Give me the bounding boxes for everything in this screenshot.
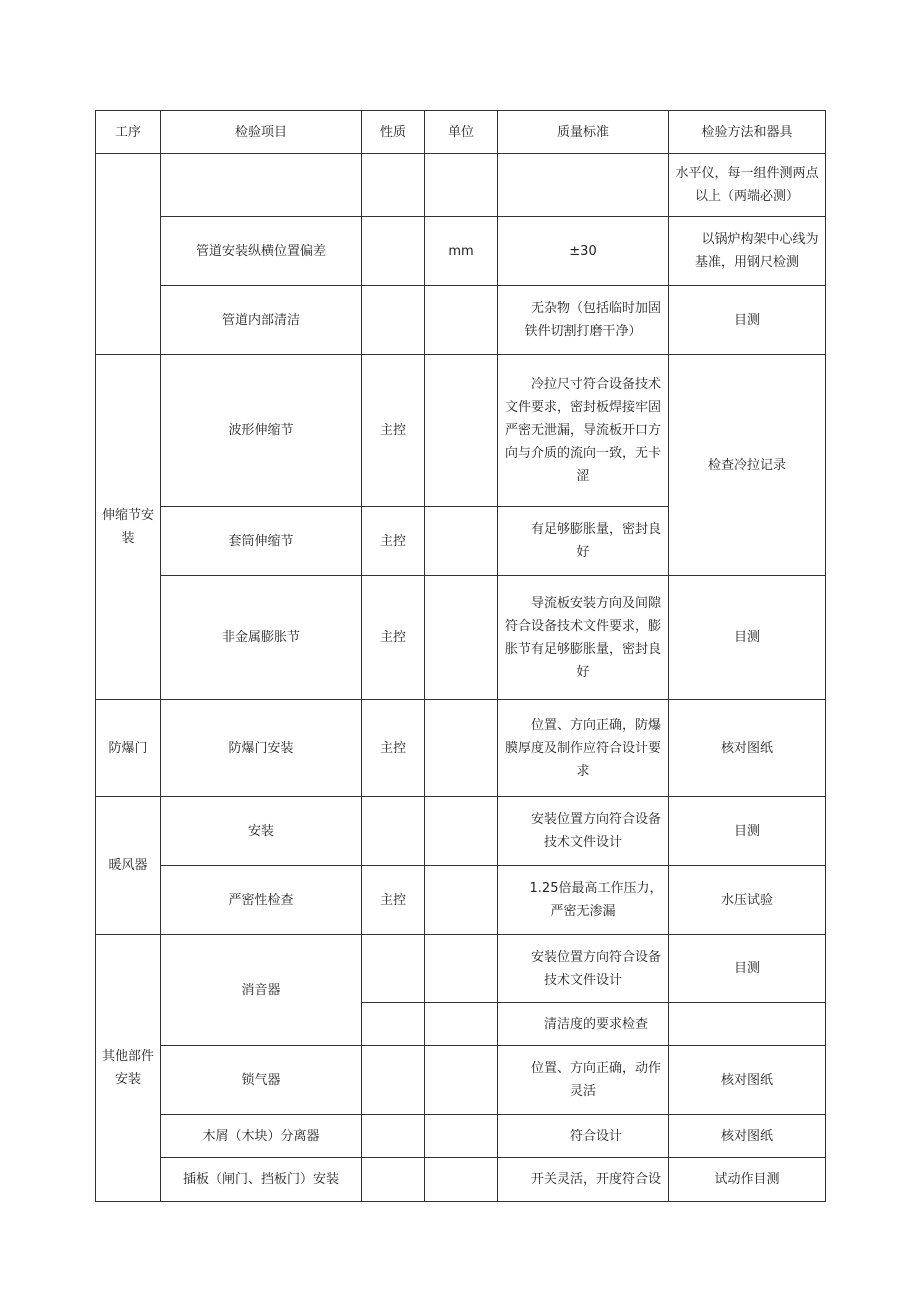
process-cell-heater: 暖风器 — [96, 797, 161, 935]
unit-cell — [425, 154, 498, 217]
unit-cell — [425, 935, 498, 1003]
method-cell: 核对图纸 — [669, 1046, 826, 1115]
unit-cell — [425, 286, 498, 355]
standard-cell: 有足够膨胀量，密封良好 — [498, 507, 669, 576]
unit-cell — [425, 866, 498, 935]
standard-cell: 清洁度的要求检查 — [498, 1003, 669, 1046]
standard-cell: 无杂物（包括临时加固铁件切割打磨干净） — [498, 286, 669, 355]
unit-cell — [425, 507, 498, 576]
item-cell: 木屑（木块）分离器 — [161, 1115, 362, 1158]
table-row — [96, 355, 826, 507]
table-row — [96, 866, 826, 935]
nature-cell: 主控 — [362, 576, 425, 700]
item-cell: 安装 — [161, 797, 362, 866]
method-cell: 目测 — [669, 935, 826, 1003]
process-cell-other: 其他部件安装 — [96, 935, 161, 1202]
method-cell: 目测 — [669, 576, 826, 700]
method-cell: 水压试验 — [669, 866, 826, 935]
header-unit: 单位 — [425, 111, 498, 154]
nature-cell: 主控 — [362, 700, 425, 797]
unit-cell — [425, 1046, 498, 1115]
item-cell: 锁气器 — [161, 1046, 362, 1115]
header-row — [96, 111, 826, 154]
unit-cell — [425, 700, 498, 797]
nature-cell — [362, 217, 425, 286]
table-row — [96, 576, 826, 700]
item-cell: 管道安装纵横位置偏差 — [161, 217, 362, 286]
item-cell: 波形伸缩节 — [161, 355, 362, 507]
unit-cell — [425, 576, 498, 700]
item-cell: 消音器 — [161, 935, 362, 1046]
table-row — [96, 154, 826, 217]
table-row — [96, 1158, 826, 1202]
nature-cell: 主控 — [362, 507, 425, 576]
header-method: 检验方法和器具 — [669, 111, 826, 154]
method-cell: 核对图纸 — [669, 700, 826, 797]
item-cell — [161, 154, 362, 217]
item-cell: 套筒伸缩节 — [161, 507, 362, 576]
header-item: 检验项目 — [161, 111, 362, 154]
unit-cell — [425, 797, 498, 866]
standard-cell: 位置、方向正确，动作灵活 — [498, 1046, 669, 1115]
standard-cell: 冷拉尺寸符合设备技术文件要求，密封板焊接牢固严密无泄漏，导流板开口方向与介质的流向一致，无卡涩 — [498, 355, 669, 507]
method-cell: 目测 — [669, 286, 826, 355]
nature-cell — [362, 154, 425, 217]
standard-cell: ±30 — [498, 217, 669, 286]
table-row — [96, 1115, 826, 1158]
nature-cell: 主控 — [362, 866, 425, 935]
method-cell: 目测 — [669, 797, 826, 866]
unit-cell — [425, 355, 498, 507]
unit-cell — [425, 1003, 498, 1046]
unit-cell: mm — [425, 217, 498, 286]
process-cell-explosion: 防爆门 — [96, 700, 161, 797]
item-cell: 管道内部清洁 — [161, 286, 362, 355]
item-cell: 防爆门安装 — [161, 700, 362, 797]
table-row — [96, 217, 826, 286]
nature-cell — [362, 286, 425, 355]
nature-cell: 主控 — [362, 355, 425, 507]
header-nature: 性质 — [362, 111, 425, 154]
table-row — [96, 935, 826, 1003]
unit-cell — [425, 1158, 498, 1202]
item-cell: 非金属膨胀节 — [161, 576, 362, 700]
method-cell: 水平仪，每一组件测两点以上（两端必测） — [669, 154, 826, 217]
table-row — [96, 797, 826, 866]
nature-cell — [362, 1003, 425, 1046]
standard-cell: 符合设计 — [498, 1115, 669, 1158]
table-row — [96, 1046, 826, 1115]
process-cell-pipe — [96, 154, 161, 355]
method-cell: 检查冷拉记录 — [669, 355, 826, 576]
nature-cell — [362, 1046, 425, 1115]
standard-cell: 安装位置方向符合设备技术文件设计 — [498, 797, 669, 866]
table-row — [96, 286, 826, 355]
method-cell: 试动作目测 — [669, 1158, 826, 1202]
header-standard: 质量标准 — [498, 111, 669, 154]
item-cell: 插板（闸门、挡板门）安装 — [161, 1158, 362, 1202]
standard-cell: 位置、方向正确，防爆膜厚度及制作应符合设计要求 — [498, 700, 669, 797]
method-cell: 以锅炉构架中心线为基准，用钢尺检测 — [669, 217, 826, 286]
item-cell: 严密性检查 — [161, 866, 362, 935]
nature-cell — [362, 797, 425, 866]
nature-cell — [362, 935, 425, 1003]
process-cell-expansion: 伸缩节安装 — [96, 355, 161, 700]
standard-cell: 1.25倍最高工作压力，严密无渗漏 — [498, 866, 669, 935]
standard-cell: 导流板安装方向及间隙符合设备技术文件要求，膨胀节有足够膨胀量，密封良好 — [498, 576, 669, 700]
method-cell — [669, 1003, 826, 1046]
standard-cell: 安装位置方向符合设备技术文件设计 — [498, 935, 669, 1003]
standard-cell: 开关灵活，开度符合设 — [498, 1158, 669, 1202]
table-row — [96, 700, 826, 797]
standard-cell — [498, 154, 669, 217]
header-process: 工序 — [96, 111, 161, 154]
inspection-table — [95, 110, 826, 1202]
nature-cell — [362, 1115, 425, 1158]
unit-cell — [425, 1115, 498, 1158]
nature-cell — [362, 1158, 425, 1202]
method-cell: 核对图纸 — [669, 1115, 826, 1158]
